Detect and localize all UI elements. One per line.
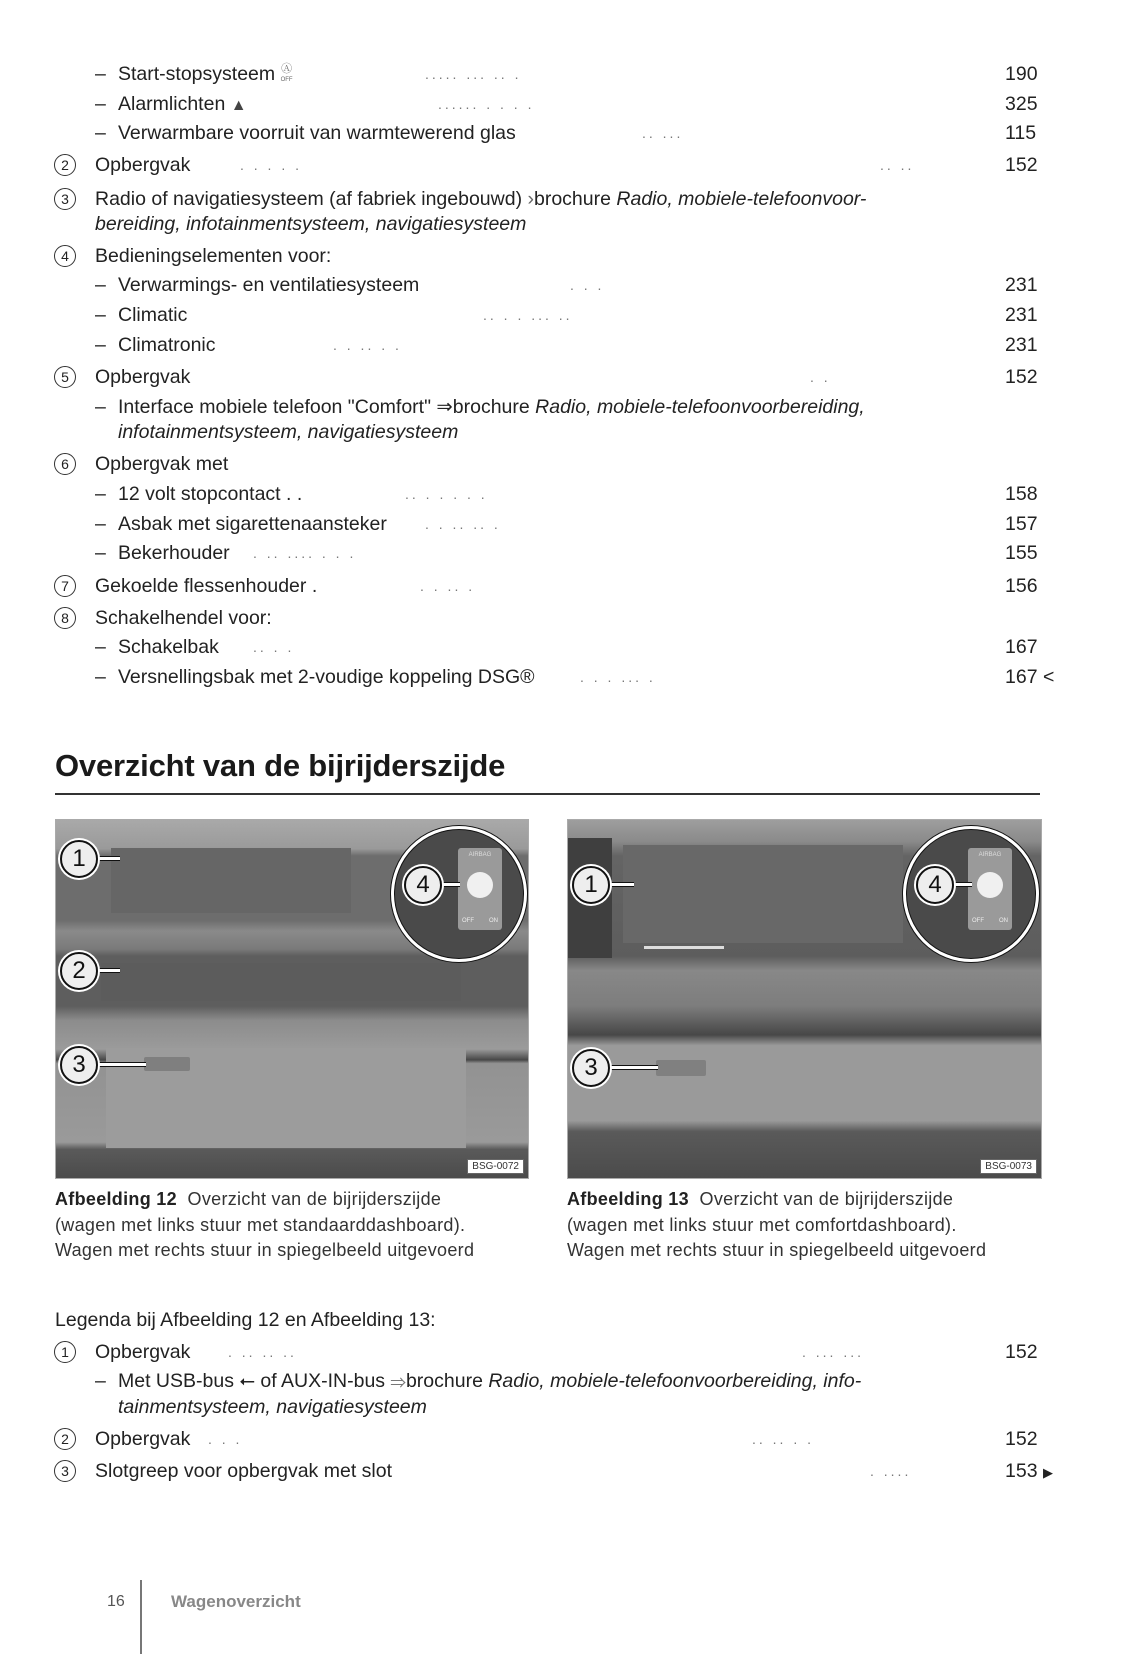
- page-ref[interactable]: 167 <: [1005, 666, 1055, 688]
- leader-dots: . ... ...: [802, 1344, 865, 1360]
- leader-dots: . . .: [208, 1431, 243, 1447]
- dash: –: [95, 396, 106, 418]
- dash: –: [95, 93, 106, 115]
- list-item: [0, 243, 1142, 269]
- callout-number-icon: 7: [54, 575, 76, 597]
- list-item: [0, 634, 1142, 660]
- dash: –: [95, 1370, 106, 1392]
- page-ref[interactable]: 325: [1005, 93, 1038, 115]
- list-item: [0, 61, 1142, 87]
- dash: –: [95, 542, 106, 564]
- figure-code: BSG-0072: [467, 1159, 524, 1174]
- list-item: [0, 91, 1142, 117]
- brochure-link[interactable]: brochure: [452, 396, 530, 418]
- middle-compartment-shape: [101, 963, 461, 1001]
- leader-dots: . . .. .: [420, 578, 476, 594]
- item-label: Alarmlichten ▲: [118, 93, 247, 115]
- item-label: Opbergvak: [95, 154, 191, 176]
- figure-12-image: [55, 819, 529, 1179]
- hazard-warning-icon: ▲: [230, 97, 247, 114]
- leader-dots: ...... . . . .: [438, 96, 535, 112]
- section-heading: Overzicht van de bijrijderszijde: [55, 748, 506, 783]
- page-ref[interactable]: 152: [1005, 154, 1038, 176]
- item-label: Opbergvak met: [95, 453, 229, 475]
- callout-3-icon: 3: [572, 1049, 610, 1087]
- dash: –: [95, 63, 106, 85]
- callout-number-icon: 2: [54, 154, 76, 176]
- item-label: Opbergvak: [95, 1428, 191, 1450]
- callout-number-icon: 3: [54, 188, 76, 210]
- item-label: Met USB-bus ⭠ of AUX-IN-bus ⇒brochure Radio, mobiele-telefoonvoorbereiding, info-: [118, 1370, 862, 1392]
- legend-title: Legenda bij Afbeelding 12 en Afbeelding 13:: [55, 1309, 436, 1331]
- dash: –: [95, 666, 106, 688]
- item-label: Schakelbak: [118, 636, 219, 658]
- figure-13-caption: Afbeelding 13 Overzicht van de bijrijderszijde (wagen met links stuur met comfortdashboard). Wagen met rechts stuur in spiegelbeeld uitgevoerd: [567, 1189, 987, 1260]
- leader-dots: ..... ... .. .: [425, 66, 522, 82]
- leader-dots: . ....: [870, 1463, 912, 1479]
- upper-compartment-shape: [623, 845, 903, 943]
- callout-number-icon: 6: [54, 453, 76, 475]
- list-item: [0, 1368, 1142, 1394]
- reference-arrow-icon: ⇒: [436, 396, 453, 418]
- reference-arrow-icon: ⇒: [390, 1370, 406, 1392]
- airbag-key-icon: [467, 872, 493, 898]
- list-item: [0, 394, 1142, 420]
- list-item: [0, 511, 1142, 537]
- callout-number-icon: 8: [54, 607, 76, 629]
- item-label: Opbergvak: [95, 366, 191, 388]
- airbag-key-icon: [977, 872, 1003, 898]
- callout-3-icon: 3: [60, 1046, 98, 1084]
- heading-rule: [55, 793, 1040, 795]
- chapter-title: Wagenoverzicht: [171, 1592, 301, 1611]
- leader-dots: . . . . .: [240, 157, 303, 173]
- airbag-switch: AIRBAG OFF ON: [458, 848, 502, 930]
- item-label: Bedieningselementen voor:: [95, 245, 332, 267]
- page-ref[interactable]: 156: [1005, 575, 1038, 597]
- list-item: [0, 120, 1142, 146]
- page-ref[interactable]: 115: [1005, 122, 1037, 144]
- figure-12-caption: Afbeelding 12 Overzicht van de bijrijderszijde (wagen met links stuur met standaarddashboard). Wagen met rechts stuur in spiegelbeeld uitgevoerd: [55, 1189, 475, 1260]
- brochure-link[interactable]: brochure: [534, 188, 611, 210]
- dash: –: [95, 274, 106, 296]
- callout-leader: [602, 1065, 658, 1070]
- leader-dots: . .. .. ..: [228, 1344, 297, 1360]
- leader-dots: . .: [810, 369, 831, 385]
- list-item: [0, 332, 1142, 358]
- reference-arrow-icon: ›: [527, 188, 534, 210]
- list-item: [0, 1339, 1142, 1365]
- list-item: [0, 152, 1142, 178]
- list-item: [0, 540, 1142, 566]
- list-item: [0, 605, 1142, 631]
- item-label: Versnellingsbak met 2-voudige koppeling DSG®: [118, 666, 535, 688]
- item-label: Verwarmings- en ventilatiesysteem: [118, 274, 420, 296]
- list-item: [0, 186, 1142, 212]
- callout-number-icon: 1: [54, 1341, 76, 1363]
- item-label: 12 volt stopcontact . .: [118, 483, 303, 505]
- list-item-continuation: tainmentsysteem, navigatiesysteem: [118, 1396, 427, 1418]
- dash: –: [95, 483, 106, 505]
- item-label: Gekoelde flessenhouder .: [95, 575, 318, 597]
- section-start-marker-icon: <: [1042, 666, 1055, 688]
- dash: –: [95, 304, 106, 326]
- callout-4-icon: 4: [404, 866, 442, 904]
- leader-dots: .. ...: [642, 125, 684, 141]
- leader-dots: . . . ... .: [580, 669, 656, 685]
- item-label: Start-stopsysteem Ⓐ OFF: [118, 62, 293, 85]
- item-label: Climatronic: [118, 334, 216, 356]
- leader-dots: .. . . . . .: [405, 486, 488, 502]
- leader-dots: . . .: [570, 277, 605, 293]
- airbag-switch: AIRBAG OFF ON: [968, 848, 1012, 930]
- page-ref[interactable]: 155: [1005, 542, 1038, 564]
- page-ref[interactable]: 152: [1005, 1428, 1038, 1450]
- callout-2-icon: 2: [60, 952, 98, 990]
- glovebox-handle-shape: [656, 1060, 706, 1076]
- item-label: Verwarmbare voorruit van warmtewerend glas: [118, 122, 516, 144]
- leader-dots: . .. .... . . .: [253, 545, 357, 561]
- dash: –: [95, 513, 106, 535]
- leader-dots: .. . .: [253, 639, 295, 655]
- callout-number-icon: 2: [54, 1428, 76, 1450]
- page-ref[interactable]: 152: [1005, 366, 1038, 388]
- callout-number-icon: 3: [54, 1460, 76, 1482]
- list-item: [0, 1426, 1142, 1452]
- list-item: [0, 664, 1142, 690]
- usb-icon: ⭠: [239, 1370, 255, 1392]
- page-ref[interactable]: 231: [1005, 304, 1038, 326]
- leader-dots: . . .. .. .: [425, 516, 501, 532]
- item-label: Asbak met sigarettenaansteker: [118, 513, 387, 535]
- list-item-continuation: bereiding, infotainmentsysteem, navigatiesysteem: [95, 213, 527, 235]
- page-ref[interactable]: 153 ▶: [1005, 1460, 1053, 1482]
- callout-number-icon: 4: [54, 245, 76, 267]
- leader-dots: .. ..: [880, 157, 915, 173]
- callout-number-icon: 5: [54, 366, 76, 388]
- item-label: Opbergvak: [95, 1341, 191, 1363]
- item-label: Interface mobiele telefoon "Comfort" ⇒brochure Radio, mobiele-telefoonvoorbereiding,: [118, 396, 865, 418]
- dash: –: [95, 334, 106, 356]
- leader-dots: . . .. . .: [333, 337, 402, 353]
- page-ref[interactable]: 152: [1005, 1341, 1038, 1363]
- list-item: [0, 451, 1142, 477]
- callout-1-icon: 1: [572, 866, 610, 904]
- upper-compartment-shape: [111, 848, 351, 913]
- item-label: Radio of navigatiesysteem (af fabriek ingebouwd) ›brochure Radio, mobiele-telefoonvoor-: [95, 188, 867, 210]
- item-label: Slotgreep voor opbergvak met slot: [95, 1460, 392, 1482]
- figure-code: BSG-0073: [980, 1159, 1037, 1174]
- leader-dots: .. . . ... ..: [483, 307, 573, 323]
- leader-dots: .. .. . .: [752, 1431, 815, 1447]
- item-label: Schakelhendel voor:: [95, 607, 272, 629]
- glovebox-handle-shape: [144, 1057, 190, 1071]
- page-ref[interactable]: 167: [1005, 636, 1038, 658]
- list-item: [0, 302, 1142, 328]
- list-item: [0, 364, 1142, 390]
- list-item: [0, 573, 1142, 599]
- item-label: Bekerhouder: [118, 542, 230, 564]
- list-item: [0, 272, 1142, 298]
- brochure-link[interactable]: brochure: [405, 1370, 483, 1392]
- figure-13-image: [567, 819, 1042, 1179]
- page-number: 16: [107, 1593, 125, 1610]
- page-ref[interactable]: 157: [1005, 513, 1038, 535]
- dash: –: [95, 122, 106, 144]
- list-item-continuation: infotainmentsysteem, navigatiesysteem: [118, 421, 459, 443]
- dash: –: [95, 636, 106, 658]
- start-stop-off-icon: Ⓐ OFF: [280, 62, 293, 83]
- continue-arrow-icon: ▶: [1042, 1465, 1053, 1480]
- callout-leader: [90, 1062, 146, 1067]
- page-ref[interactable]: 231: [1005, 334, 1038, 356]
- page-ref[interactable]: 158: [1005, 483, 1038, 505]
- callout-1-icon: 1: [60, 840, 98, 878]
- page-ref[interactable]: 231: [1005, 274, 1038, 296]
- list-item: [0, 1458, 1142, 1484]
- page-ref[interactable]: 190: [1005, 63, 1038, 85]
- item-label: Climatic: [118, 304, 188, 326]
- trim-strip: [644, 946, 724, 949]
- footer-divider: [140, 1580, 142, 1654]
- callout-4-icon: 4: [916, 866, 954, 904]
- list-item: [0, 481, 1142, 507]
